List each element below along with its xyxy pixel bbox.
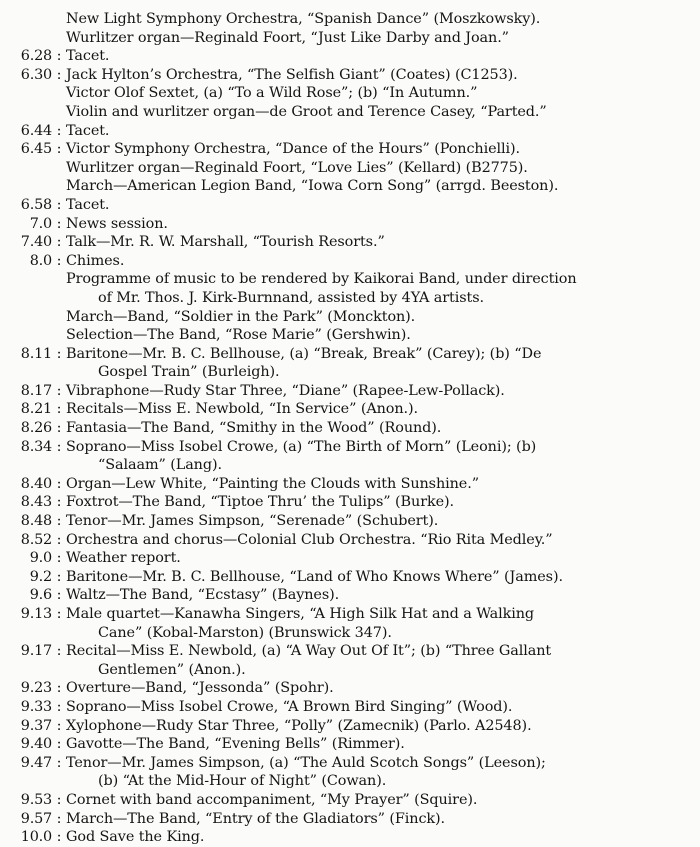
item-text: Violin and wurlitzer organ—de Groot and Terence Casey, “Parted.” [66, 103, 547, 120]
listing-row [0, 103, 700, 122]
item-text: Organ—Lew White, “Painting the Clouds with Sunshine.” [66, 475, 479, 492]
item-text: Victor Symphony Orchestra, “Dance of the Hours” (Ponchielli). [66, 141, 521, 158]
time-label: 6.45 [20, 141, 52, 158]
time-label: 9.6 [29, 587, 52, 604]
item-text: Orchestra and chorus—Colonial Club Orchestra. “Rio Rita Medley.” [66, 531, 553, 548]
time-label: 9.2 [29, 568, 52, 585]
item-text: Xylophone—Rudy Star Three, “Polly” (Zamecnik) (Parlo. A2548). [66, 717, 532, 734]
item-text: Jack Hylton’s Orchestra, “The Selfish Giant” (Coates) (C1253). [66, 66, 518, 83]
listing-row [0, 66, 700, 85]
listing-row [0, 122, 700, 141]
listing-row [0, 735, 700, 754]
listing-row [0, 698, 700, 717]
listing-row [0, 531, 700, 550]
listing-row [0, 456, 700, 475]
item-text: Tacet. [66, 196, 110, 213]
programme-listing [0, 10, 700, 847]
item-text: Tenor—Mr. James Simpson, (a) “The Auld Scotch Songs” (Leeson); [66, 754, 546, 771]
time-label: 8.17 [20, 382, 52, 399]
time-separator: : [56, 680, 62, 697]
item-text: Tenor—Mr. James Simpson, “Serenade” (Schubert). [66, 513, 439, 530]
time-separator: : [56, 754, 62, 771]
time-separator: : [56, 252, 62, 269]
time-label: 8.48 [20, 513, 52, 530]
time-separator: : [56, 587, 62, 604]
time-label: 8.52 [20, 531, 52, 548]
listing-row [0, 419, 700, 438]
item-text: Tacet. [66, 48, 110, 65]
item-text: March—Band, “Soldier in the Park” (Monckton). [66, 308, 416, 325]
listing-row [0, 233, 700, 252]
listing-row [0, 10, 700, 29]
listing-row [0, 47, 700, 66]
listing-row [0, 345, 700, 364]
item-text: “Salaam” (Lang). [98, 457, 222, 474]
listing-row [0, 605, 700, 624]
item-text: News session. [66, 215, 168, 232]
item-text: Cane” (Kobal-Marston) (Brunswick 347). [98, 624, 392, 641]
item-text: Baritone—Mr. B. C. Bellhouse, “Land of Who Knows Where” (James). [66, 568, 563, 585]
time-label: 9.53 [20, 791, 52, 808]
time-separator: : [56, 791, 62, 808]
time-separator: : [56, 345, 62, 362]
listing-row [0, 382, 700, 401]
listing-row [0, 29, 700, 48]
time-label: 9.13 [20, 606, 52, 622]
item-text: March—American Legion Band, “Iowa Corn Song” (arrgd. Beeston). [66, 178, 559, 195]
item-text: Programme of music to be rendered by Kaikorai Band, under direction [66, 271, 577, 288]
time-label: 8.11 [20, 345, 52, 362]
time-separator: : [56, 810, 62, 827]
listing-row [0, 791, 700, 810]
time-label: 6.44 [20, 122, 52, 139]
listing-row [0, 140, 700, 159]
listing-row [0, 196, 700, 215]
time-separator: : [56, 494, 62, 511]
time-separator: : [56, 698, 62, 715]
item-text: Victor Olof Sextet, (a) “To a Wild Rose”; (b) “In Autumn.” [66, 85, 478, 102]
listing-row [0, 512, 700, 531]
time-separator: : [56, 234, 62, 251]
item-text: Male quartet—Kanawha Singers, “A High Silk Hat and a Walking [66, 606, 535, 622]
listing-row [0, 586, 700, 605]
listing-row [0, 326, 700, 345]
time-separator: : [56, 420, 62, 437]
time-label: 6.28 [20, 48, 52, 65]
listing-row [0, 661, 700, 680]
listing-row [0, 828, 700, 847]
item-text: Talk—Mr. R. W. Marshall, “Tourish Resorts.” [66, 234, 385, 251]
item-text: God Save the King. [66, 829, 205, 846]
listing-row [0, 754, 700, 773]
item-text: Gentlemen” (Anon.). [98, 661, 246, 678]
time-separator: : [56, 550, 62, 567]
time-label: 8.43 [20, 494, 52, 511]
time-separator: : [56, 122, 62, 139]
listing-row [0, 270, 700, 289]
item-text: Overture—Band, “Jessonda” (Spohr). [66, 680, 334, 697]
listing-row [0, 568, 700, 587]
time-label: 8.40 [20, 475, 52, 492]
item-text: Vibraphone—Rudy Star Three, “Diane” (Rapee-Lew-Pollack). [66, 382, 505, 399]
time-separator: : [56, 717, 62, 734]
time-separator: : [56, 475, 62, 492]
item-text: Wurlitzer organ—Reginald Foort, “Love Lies” (Kellard) (B2775). [66, 159, 528, 176]
time-label: 8.0 [29, 252, 52, 269]
item-text: New Light Symphony Orchestra, “Spanish Dance” (Moszkowsky). [66, 11, 541, 27]
time-label: 7.40 [20, 234, 52, 251]
listing-row [0, 252, 700, 271]
listing-row [0, 289, 700, 308]
time-separator: : [56, 401, 62, 418]
listing-row [0, 363, 700, 382]
item-text: Fantasia—The Band, “Smithy in the Wood” (Round). [66, 420, 442, 437]
time-separator: : [56, 66, 62, 83]
item-text: Weather report. [66, 550, 181, 567]
time-separator: : [56, 438, 62, 455]
time-label: 9.37 [20, 717, 52, 734]
listing-row [0, 308, 700, 327]
listing-row [0, 215, 700, 234]
item-text: Soprano—Miss Isobel Crowe, “A Brown Bird Singing” (Wood). [66, 698, 513, 715]
listing-row [0, 642, 700, 661]
time-label: 9.47 [20, 754, 52, 771]
time-separator: : [56, 531, 62, 548]
listing-row [0, 84, 700, 103]
item-text: (b) “At the Mid-Hour of Night” (Cowan). [98, 773, 387, 790]
item-text: Recitals—Miss E. Newbold, “In Service” (Anon.). [66, 401, 419, 418]
time-separator: : [56, 215, 62, 232]
time-label: 9.17 [20, 643, 52, 660]
time-label: 10.0 [20, 829, 52, 846]
listing-row [0, 624, 700, 643]
time-label: 6.58 [20, 196, 52, 213]
item-text: Foxtrot—The Band, “Tiptoe Thru’ the Tulips” (Burke). [66, 494, 454, 511]
time-separator: : [56, 48, 62, 65]
time-separator: : [56, 382, 62, 399]
item-text: Gavotte—The Band, “Evening Bells” (Rimmer). [66, 736, 405, 753]
listing-row [0, 810, 700, 829]
listing-row [0, 717, 700, 736]
listing-row [0, 679, 700, 698]
listing-row [0, 400, 700, 419]
time-label: 8.21 [20, 401, 52, 418]
item-text: Chimes. [66, 252, 125, 269]
time-separator: : [56, 736, 62, 753]
listing-row [0, 159, 700, 178]
item-text: of Mr. Thos. J. Kirk-Burnnand, assisted by 4YA artists. [98, 289, 484, 306]
time-separator: : [56, 196, 62, 213]
time-label: 8.34 [20, 438, 52, 455]
item-text: March—The Band, “Entry of the Gladiators” (Finck). [66, 810, 446, 827]
time-label: 8.26 [20, 420, 52, 437]
listing-row [0, 549, 700, 568]
time-label: 7.0 [29, 215, 52, 232]
time-separator: : [56, 513, 62, 530]
time-label: 9.23 [20, 680, 52, 697]
time-separator: : [56, 606, 62, 622]
item-text: Gospel Train” (Burleigh). [98, 364, 280, 381]
item-text: Baritone—Mr. B. C. Bellhouse, (a) “Break, Break” (Carey); (b) “De [66, 345, 542, 362]
listing-row [0, 438, 700, 457]
time-label: 9.57 [20, 810, 52, 827]
time-label: 9.40 [20, 736, 52, 753]
time-separator: : [56, 643, 62, 660]
time-separator: : [56, 141, 62, 158]
item-text: Cornet with band accompaniment, “My Prayer” (Squire). [66, 791, 478, 808]
item-text: Soprano—Miss Isobel Crowe, (a) “The Birth of Morn” (Leoni); (b) [66, 438, 537, 455]
item-text: Waltz—The Band, “Ecstasy” (Baynes). [66, 587, 340, 604]
time-label: 9.0 [29, 550, 52, 567]
listing-row [0, 493, 700, 512]
time-separator: : [56, 829, 62, 846]
time-label: 9.33 [20, 698, 52, 715]
time-separator: : [56, 568, 62, 585]
listing-row [0, 772, 700, 791]
listing-row [0, 177, 700, 196]
item-text: Recital—Miss E. Newbold, (a) “A Way Out Of It”; (b) “Three Gallant [66, 643, 552, 660]
item-text: Wurlitzer organ—Reginald Foort, “Just Like Darby and Joan.” [66, 29, 509, 46]
item-text: Tacet. [66, 122, 110, 139]
time-label: 6.30 [20, 66, 52, 83]
item-text: Selection—The Band, “Rose Marie” (Gershwin). [66, 327, 411, 344]
listing-row [0, 475, 700, 494]
